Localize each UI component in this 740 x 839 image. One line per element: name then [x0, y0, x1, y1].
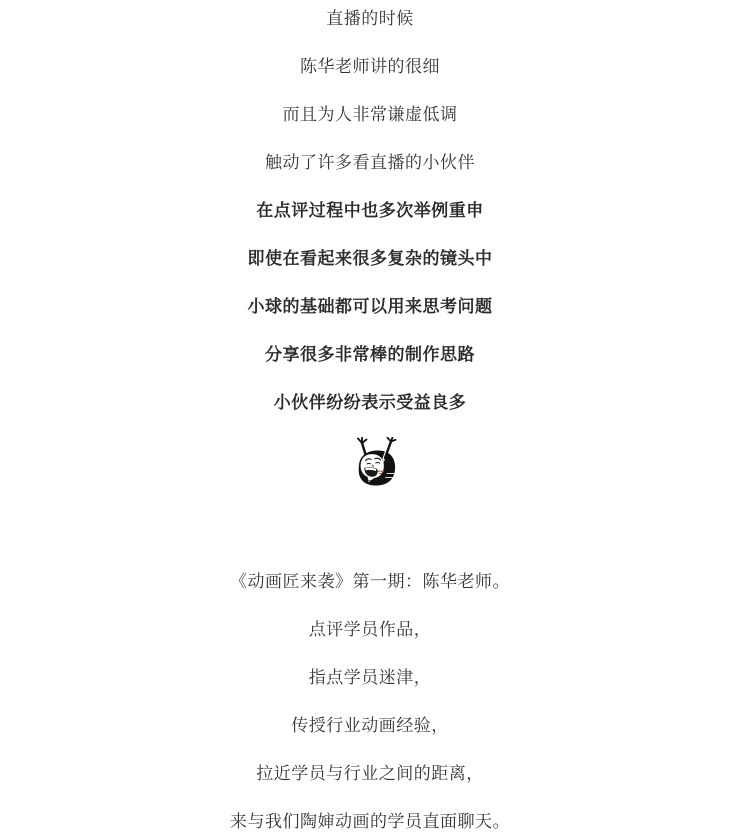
- outro-paragraph: 拉近学员与行业之间的距离，: [256, 764, 484, 783]
- outro-paragraph: 《动画匠来袭》第一期：陈华老师。: [230, 572, 510, 591]
- outro-paragraph: 传授行业动画经验，: [291, 716, 449, 735]
- intro-paragraph: 陈华老师讲的很细: [300, 57, 440, 76]
- highlight-paragraph: 在点评过程中也多次举例重申: [256, 201, 484, 220]
- highlight-paragraph: 分享很多非常棒的制作思路: [265, 345, 475, 364]
- meme-sticker[interactable]: [20, 437, 720, 487]
- outro-paragraph: 来与我们陶婶动画的学员直面聊天。: [230, 812, 510, 831]
- laughing-raised-arms-meme-icon: [351, 437, 401, 487]
- outro-paragraph: 指点学员迷津，: [308, 668, 432, 687]
- highlight-paragraph: 小伙伴纷纷表示受益良多: [273, 393, 467, 412]
- highlight-paragraph: 即使在看起来很多复杂的镜头中: [247, 249, 493, 268]
- outro-paragraph: 点评学员作品，: [308, 620, 432, 639]
- highlight-paragraph: 小球的基础都可以用来思考问题: [247, 297, 493, 316]
- intro-paragraph: 触动了许多看直播的小伙伴: [265, 153, 475, 172]
- intro-paragraph: 直播的时候: [326, 9, 414, 28]
- intro-paragraph: 而且为人非常谦虚低调: [282, 105, 458, 124]
